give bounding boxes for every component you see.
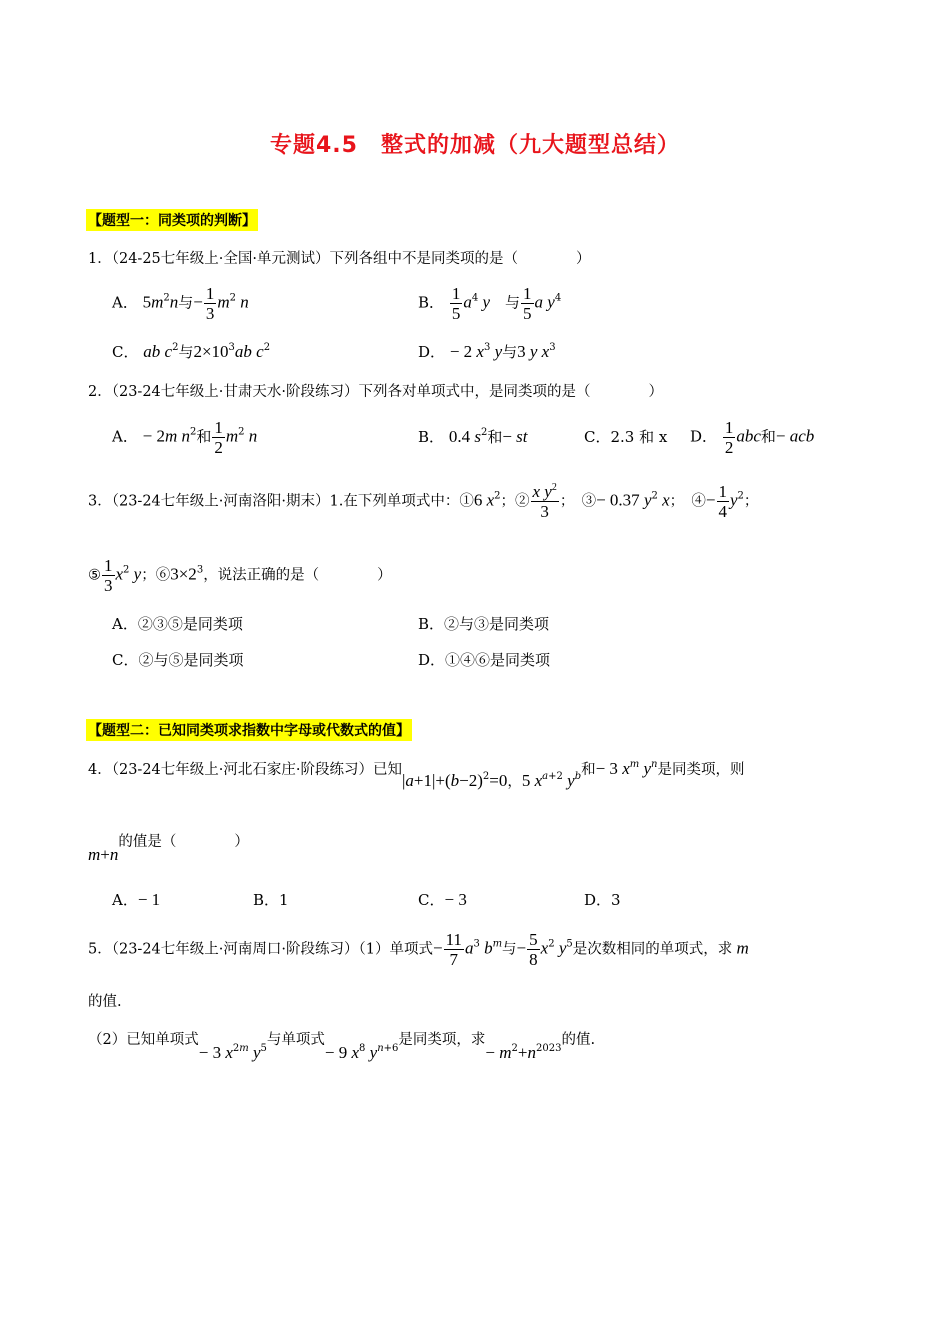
option-label: A． xyxy=(112,427,138,446)
question-3-stem-cont: ⑤ $\frac{1}{3}$ $x^2$ y；$⑥3\times 2^3$，说法正确的是（ ） xyxy=(88,556,392,595)
q4-option-d[interactable]: D．3 xyxy=(584,891,621,909)
q3-option-c[interactable]: C．②与⑤是同类项 xyxy=(112,651,244,669)
question-1-stem: 1．（24-25七年级上·全国·单元测试）下列各组中不是同类项的是（ ） xyxy=(88,251,591,267)
option-label: D． xyxy=(418,343,446,361)
question-3-stem: 3．（23-24七年级上·河南洛阳·期末）1.在下列单项式中：①6 $x^2$；② $\frac{x y^2}{3}$ ； ③− 0.37 $y^2$ x； ④− $\frac{1}{4}$ $y^2$； xyxy=(88,482,759,521)
section-heading-type2: 【题型二：已知同类项求指数中字母或代数式的值】 xyxy=(86,719,412,741)
question-4-stem: 4．（23-24七年级上·河北石家庄·阶段练习）已知$|a+1|+(b-2)^2=0$，5 $x^{a+2}$ $y^b$和− 3 $x^m$ $y^n$是同类项，则 xyxy=(88,759,745,790)
q3-option-b[interactable]: B．②与③是同类项 xyxy=(418,615,550,633)
section-heading-type1: 【题型一：同类项的判断】 xyxy=(86,209,258,231)
q1-option-d[interactable]: D． − 2 $x^3$ y与3 y $x^3$ xyxy=(418,342,556,361)
q2-option-a[interactable]: A． − 2m $n^2$和 $\frac{1}{2}$ $m^2$ n xyxy=(112,418,258,457)
option-label: B． xyxy=(418,428,445,446)
q4-option-c[interactable]: C．− 3 xyxy=(418,890,467,909)
question-5-part2: （2）已知单项式− 3 $x^{2m}$ $y^5$与单项式− 9 $x^8$ $y^{n+6}$是同类项，求− $m^2+n^{2023}$的值. xyxy=(88,1032,596,1062)
question-5-line2: 的值. xyxy=(88,994,122,1010)
q1-option-c[interactable]: C． ab $c^2$与$2\times 10^3ab$ $c^2$ xyxy=(112,342,271,361)
option-label: A． xyxy=(112,293,138,312)
option-label: B． xyxy=(418,293,445,312)
q2-option-c[interactable]: C．2.3 和 x xyxy=(584,428,668,446)
option-label: D． xyxy=(690,427,718,446)
q1-option-a[interactable]: A． $5m^2n$与− $\frac{1}{3}$ $m^2$ n xyxy=(112,284,249,323)
question-4-stem-cont: m+n的值是（ ） xyxy=(88,834,249,864)
option-label: C． xyxy=(112,343,139,361)
question-2-stem: 2．（23-24七年级上·甘肃天水·阶段练习）下列各对单项式中，是同类项的是（ ） xyxy=(88,384,663,400)
page-title: 专题4.5 整式的加减（九大题型总结） xyxy=(270,133,680,158)
q3-option-d[interactable]: D．①④⑥是同类项 xyxy=(418,651,551,669)
q4-option-a[interactable]: A．− 1 xyxy=(112,890,161,909)
q3-option-a[interactable]: A．②③⑤是同类项 xyxy=(112,615,243,633)
q2-option-b[interactable]: B． 0.4 $s^2$和− st xyxy=(418,427,528,446)
q2-option-d[interactable]: D． $\frac{1}{2}$ abc和− acb xyxy=(690,418,815,457)
q4-option-b[interactable]: B．1 xyxy=(253,891,289,909)
q1-option-b[interactable]: B． $\frac{1}{5}$ $a^4$ y 与 $\frac{1}{5}$ a $y^4$ xyxy=(418,284,562,323)
question-5-stem: 5．（23-24七年级上·河南周口·阶段练习）（1）单项式− $\frac{11}{7}$ $a^3$ $b^m$与− $\frac{5}{8}$ $x^2$ $y^5$是次数相同的单项式，求 m xyxy=(88,930,749,969)
